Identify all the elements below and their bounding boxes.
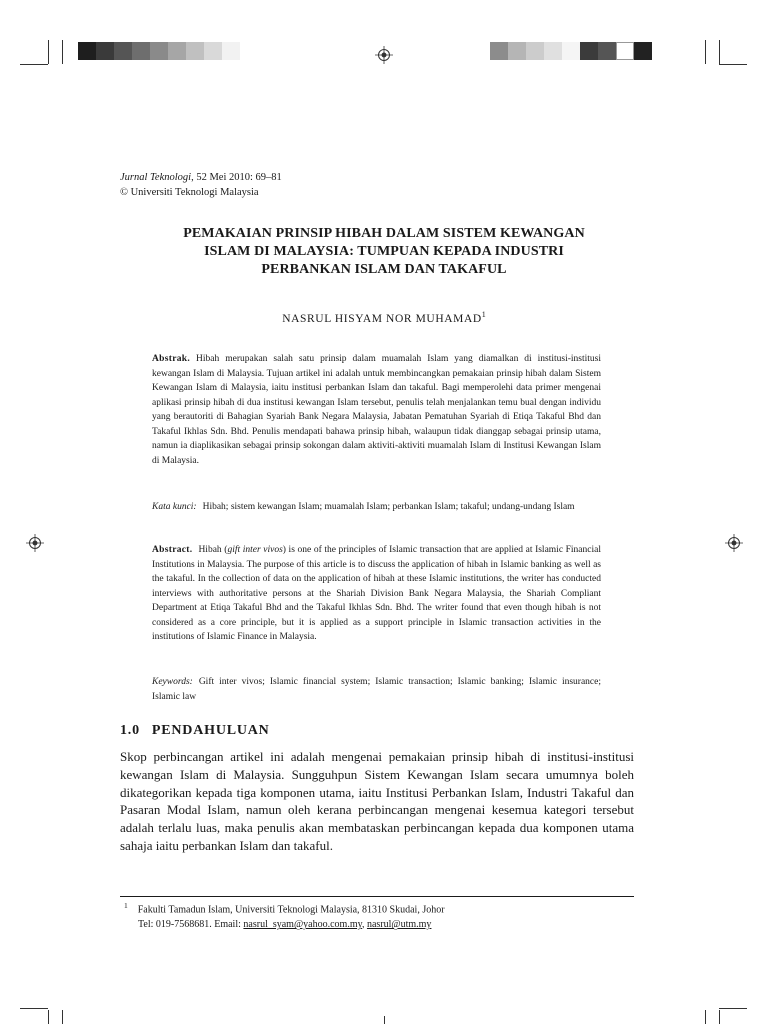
kata-kunci-text: Hibah; sistem kewangan Islam; muamalah Islam; perbankan Islam; takaful; undang-undang Islam (202, 502, 575, 512)
calibration-swatch (508, 42, 526, 60)
abstrak-block (152, 352, 601, 468)
paper-title (110, 225, 658, 279)
registration-mark-icon (26, 534, 44, 552)
journal-header (120, 170, 282, 200)
abstract-label: Abstract. (152, 545, 193, 555)
section-heading (120, 723, 270, 739)
calibration-swatch (204, 42, 222, 60)
calibration-swatch (598, 42, 616, 60)
calibration-swatch (544, 42, 562, 60)
color-calibration-bar-right (490, 42, 652, 60)
kata-kunci-block (152, 500, 601, 515)
title-line: PERBANKAN ISLAM DAN TAKAFUL (261, 262, 507, 277)
journal-name: Jurnal Teknologi (120, 172, 192, 183)
calibration-swatch (490, 42, 508, 60)
calibration-swatch (186, 42, 204, 60)
keywords-text: Gift inter vivos; Islamic financial system; Islamic transaction; Islamic banking; Islamic insurance; Islamic law (152, 677, 601, 702)
footnote-line-1 (124, 898, 624, 917)
footnote-divider (120, 896, 634, 897)
kata-kunci-label: Kata kunci: (152, 502, 197, 512)
author-line (110, 310, 658, 325)
keywords-label: Keywords: (152, 677, 193, 687)
abstrak-label: Abstrak. (152, 354, 191, 364)
calibration-swatch (222, 42, 240, 60)
journal-info: , 52 Mei 2010: 69–81 (191, 172, 282, 183)
keywords-block (152, 675, 601, 704)
footnote-mark: 1 (124, 901, 128, 910)
calibration-swatch (96, 42, 114, 60)
calibration-swatch (132, 42, 150, 60)
author-name: NASRUL HISYAM NOR MUHAMAD (282, 312, 482, 325)
copyright-line: © Universiti Teknologi Malaysia (120, 187, 259, 198)
footnote-affiliation: Fakulti Tamadun Islam, Universiti Teknologi Malaysia, 81310 Skudai, Johor (137, 904, 445, 916)
calibration-swatch (150, 42, 168, 60)
calibration-swatch (562, 42, 580, 60)
author-footnote-mark: 1 (481, 310, 486, 319)
calibration-swatch (634, 42, 652, 60)
calibration-swatch (526, 42, 544, 60)
abstrak-text: Hibah merupakan salah satu prinsip dalam muamalah Islam yang diamalkan di institusi-institusi kewangan Islam di Malaysia. Tujuan artikel ini adalah untuk membincangkan pemakaian prinsip hibah dalam Sistem Kewangan Islam di Malaysia, iaitu institusi perbankan Islam dan takaful. Bagi memperolehi data primer mengenai aplikasi prinsip hibah di dua institusi kewangan Islam tersebut, penulis telah menjalankan temu bual dengan individu yang berautoriti di Bahagian Syariah Bank Negara Malaysia, Jabatan Pematuhan Syariah di Etiqa Takaful Bhd dan Takaful Ikhlas Sdn. Bhd. Penulis mendapati bahawa prinsip hibah, walaupun tidak dianggap sebagai prinsip utama, namun ia diaplikasikan sebagai prinsip sokongan dalam aktiviti-aktiviti muamalah Islam di Institusi Kewangan Islam di Malaysia. (152, 354, 601, 466)
footnote-separator: , (361, 919, 367, 931)
abstract-text-before: Hibah ( (198, 545, 228, 555)
calibration-swatch (580, 42, 598, 60)
calibration-swatch (78, 42, 96, 60)
footnote-tel: Tel: 019-7568681. Email: (138, 919, 244, 931)
footnote (124, 898, 624, 932)
calibration-swatch (168, 42, 186, 60)
section-number: 1.0 (120, 723, 140, 738)
footnote-line-2 (124, 917, 624, 932)
title-line: PEMAKAIAN PRINSIP HIBAH DALAM SISTEM KEWANGAN (183, 226, 585, 241)
color-calibration-bar-left (78, 42, 240, 60)
abstract-term: gift inter vivos (227, 545, 283, 555)
email-link-1[interactable]: nasrul_syam@yahoo.com.my (243, 919, 362, 931)
registration-mark-icon (375, 46, 393, 64)
body-paragraph: Skop perbincangan artikel ini adalah mengenai pemakaian prinsip hibah di institusi-institusi kewangan Islam di Malaysia. Sungguhpun Sistem Kewangan Islam secara umumnya boleh dikategorikan kepada tiga komponen utama, iaitu Institusi Perbankan Islam, Industri Takaful dan Pasaran Modal Islam, namun oleh kerana perbincangan mengenai kesemua kategori tersebut adalah terlalu luas, maka penulis akan membataskan perbincangan kepada dua komponen utama sahaja iaitu perbankan Islam dan takaful. (120, 749, 634, 853)
calibration-swatch (616, 42, 634, 60)
calibration-swatch (114, 42, 132, 60)
abstract-block (152, 543, 601, 645)
registration-mark-icon (725, 534, 743, 552)
title-line: ISLAM DI MALAYSIA: TUMPUAN KEPADA INDUSTRI (204, 244, 564, 259)
email-link-2[interactable]: nasrul@utm.my (366, 919, 432, 931)
section-title: PENDAHULUAN (151, 723, 270, 738)
journal-citation (120, 170, 282, 185)
abstract-text-after: ) is one of the principles of Islamic transaction that are applied at Islamic Financial Institutions in Malaysia. The purpose of this article is to discuss the application of hibah in Islamic banking as well as the takaful. In the collection of data on the application of hibah at these Islamic institutions, the writer has conducted interviews with authoritative persons at the Shariah Division Bank Negara Malaysia, the Shariah Compliant Department at Etiqa Takaful Bhd and the Takaful Ikhlas Sdn. Bhd. The writer found that even though hibah is not considered as a core principle, but it is applied as a support principle in Islamic transaction activities in the institutions of Islamic Finance in Malaysia. (152, 545, 601, 642)
